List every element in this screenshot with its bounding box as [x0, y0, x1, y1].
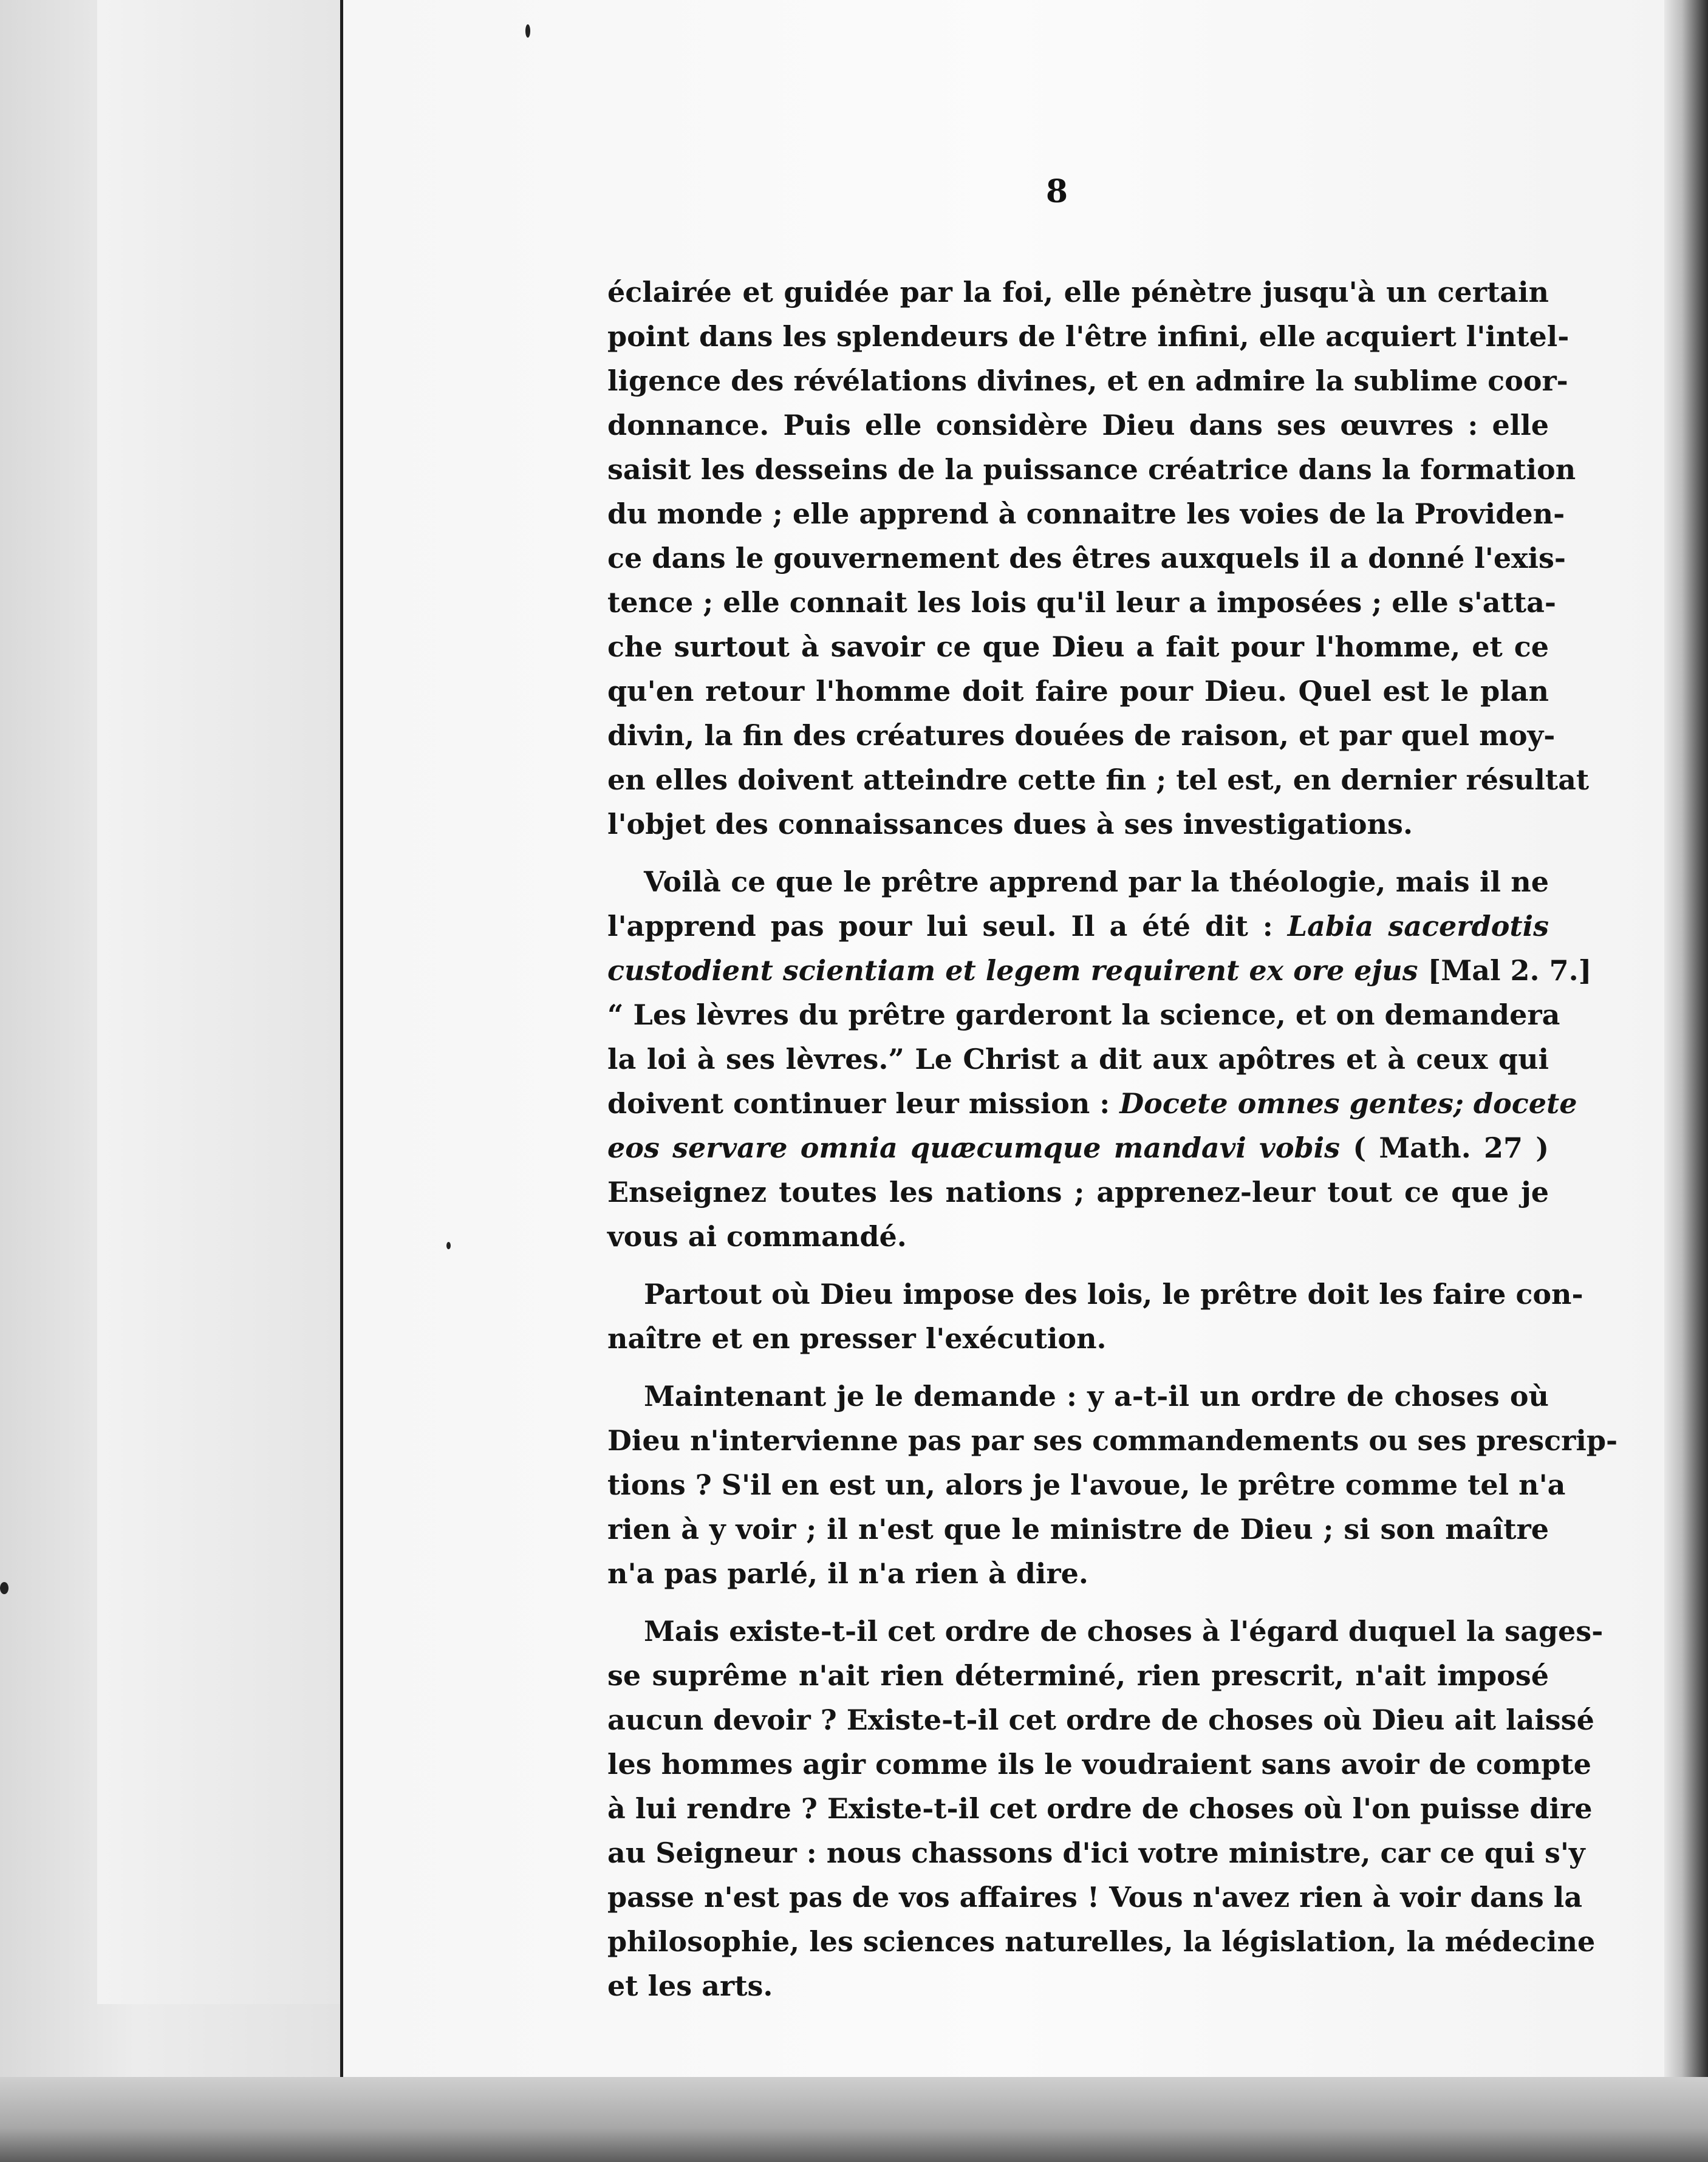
text-line: ce dans le gouvernement des êtres auxquels il a donné l'exis-: [607, 542, 1566, 575]
paragraph-4: [607, 1374, 1618, 1596]
text-line: Partout où Dieu impose des lois, le prêtre doit les faire con-: [644, 1278, 1583, 1311]
text-line: les hommes agir comme ils le voudraient sans avoir de compte: [607, 1748, 1591, 1781]
text-line: divin, la fin des créatures douées de raison, et par quel moy-: [607, 719, 1556, 752]
ink-speck: [446, 1242, 451, 1249]
text-segment: doivent continuer leur mission :: [607, 1087, 1110, 1120]
text-line: qu'en retour l'homme doit faire pour Dieu. Quel est le plan: [607, 675, 1549, 708]
paragraph-1: [607, 270, 1590, 847]
paragraph-2: [607, 860, 1592, 1259]
text-line: Maintenant je le demande : y a-t-il un ordre de choses où: [644, 1380, 1549, 1413]
citation: [Mal 2. 7.]: [1427, 954, 1592, 987]
page-right-edge: [1664, 0, 1708, 2162]
text-line: naître et en presser l'exécution.: [607, 1322, 1107, 1355]
text-line: la loi à ses lèvres.” Le Christ a dit aux apôtres et à ceux qui: [607, 1043, 1549, 1076]
page-bottom-edge: [0, 2077, 1708, 2162]
text-line: philosophie, les sciences naturelles, la législation, la médecine: [607, 1925, 1596, 1958]
text-line: Mais existe-t-il cet ordre de choses à l'égard duquel la sages-: [644, 1615, 1604, 1648]
text-line: Dieu n'intervienne pas par ses commandements ou ses prescrip-: [607, 1424, 1618, 1457]
text-line: aucun devoir ? Existe-t-il cet ordre de choses où Dieu ait laissé: [607, 1703, 1594, 1736]
text-line: “ Les lèvres du prêtre garderont la science, et on demandera: [607, 998, 1560, 1031]
text-line: rien à y voir ; il n'est que le ministre de Dieu ; si son maître: [607, 1513, 1549, 1546]
text-line: donnance. Puis elle considère Dieu dans ses œuvres : elle: [607, 409, 1549, 442]
text-line: au Seigneur : nous chassons d'ici votre ministre, car ce qui s'y: [607, 1836, 1585, 1869]
page-number: 8: [1045, 173, 1068, 210]
text-line: Enseignez toutes les nations ; apprenez-leur tout ce que je: [607, 1176, 1549, 1209]
text-segment: l'apprend pas pour lui seul. Il a été dit :: [607, 910, 1273, 943]
text-line: se suprême n'ait rien déterminé, rien prescrit, n'ait imposé: [607, 1659, 1549, 1692]
text-line: Voilà ce que le prêtre apprend par la théologie, mais il ne: [644, 865, 1549, 898]
text-line: [607, 949, 1592, 993]
text-line: che surtout à savoir ce que Dieu a fait pour l'homme, et ce: [607, 630, 1549, 663]
latin-quote: eos servare omnia quæcumque mandavi vobis: [607, 1131, 1341, 1164]
text-line: n'a pas parlé, il n'a rien à dire.: [607, 1557, 1088, 1590]
text-line: vous ai commandé.: [607, 1220, 907, 1253]
text-line: à lui rendre ? Existe-t-il cet ordre de choses où l'on puisse dire: [607, 1792, 1593, 1825]
paragraph-3: [607, 1272, 1583, 1361]
text-line: ligence des révélations divines, et en admire la sublime coor-: [607, 364, 1568, 397]
ink-speck: [0, 1582, 9, 1594]
ink-speck: [525, 24, 530, 38]
text-line: l'objet des connaissances dues à ses investigations.: [607, 808, 1413, 841]
text-line: [607, 904, 1549, 949]
text-line: du monde ; elle apprend à connaitre les voies de la Providen-: [607, 497, 1565, 530]
latin-quote: Labia sacerdotis: [1287, 910, 1549, 943]
text-line: point dans les splendeurs de l'être infini, elle acquiert l'intel-: [607, 320, 1570, 353]
text-line: et les arts.: [607, 1969, 773, 2002]
text-line: en elles doivent atteindre cette fin ; tel est, en dernier résultat: [607, 763, 1590, 796]
text-line: [607, 1126, 1549, 1170]
text-line: passe n'est pas de vos affaires ! Vous n'avez rien à voir dans la: [607, 1881, 1583, 1914]
text-line: saisit les desseins de la puissance créatrice dans la formation: [607, 453, 1576, 486]
body-text: [607, 270, 1618, 2022]
citation: ( Math. 27 ): [1353, 1131, 1549, 1164]
latin-quote: Docete omnes gentes; docete: [1119, 1087, 1577, 1120]
text-line: tions ? S'il en est un, alors je l'avoue, le prêtre comme tel n'a: [607, 1468, 1566, 1501]
text-line: éclairée et guidée par la foi, elle pénètre jusqu'à un certain: [607, 276, 1549, 309]
text-line: [607, 1082, 1577, 1126]
facing-page-edge: [97, 0, 356, 2004]
text-line: tence ; elle connait les lois qu'il leur a imposées ; elle s'atta-: [607, 586, 1556, 619]
latin-quote: custodient scientiam et legem requirent ex ore ejus: [607, 954, 1418, 987]
paragraph-5: [607, 1609, 1604, 2008]
